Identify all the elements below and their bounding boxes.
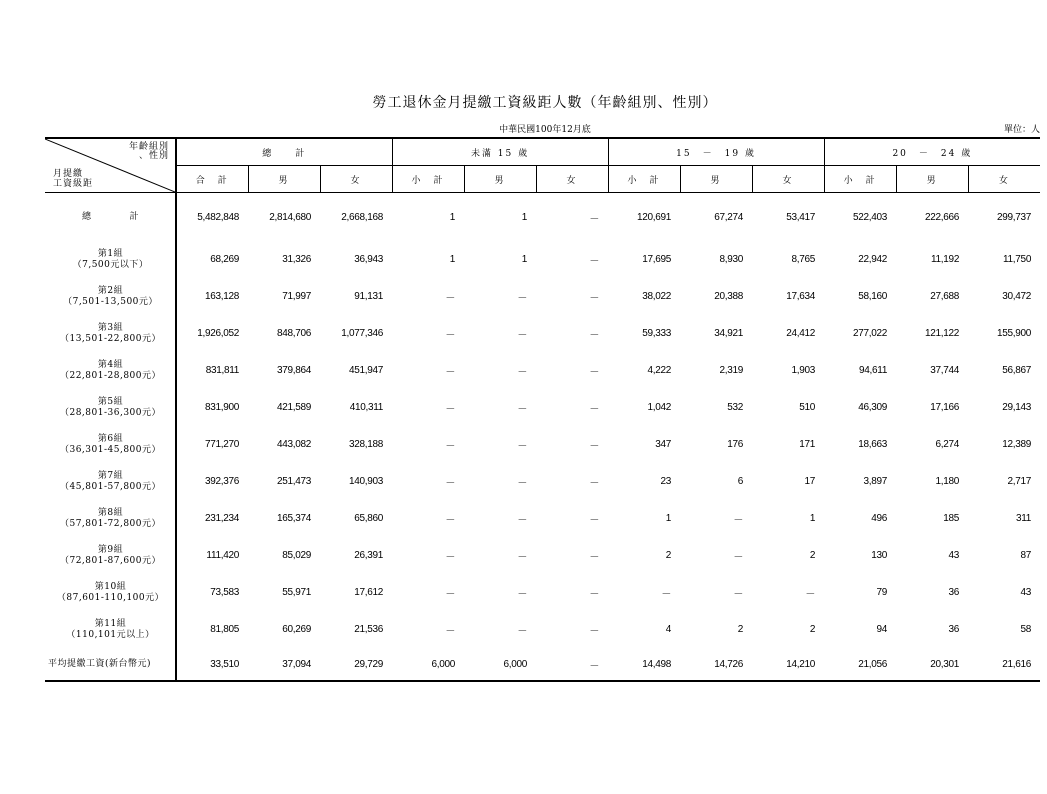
table-cell: 29,143 [1002, 402, 1032, 413]
table-cell: 5,482,848 [197, 211, 239, 223]
table-cell: 46,309 [858, 402, 888, 413]
data-table [45, 137, 1040, 682]
table-cell: － [517, 367, 528, 378]
table-cell: 30,472 [1002, 291, 1032, 302]
table-cell: 2,668,168 [341, 211, 384, 223]
table-cell: 22,942 [858, 254, 888, 265]
table-cell: 17 [804, 476, 816, 487]
row-label: 第7組 （45,801-57,800元） [45, 463, 176, 500]
table-cell: 522,403 [853, 211, 888, 223]
table-cell: 451,947 [348, 365, 384, 376]
table-cell: 43 [1020, 587, 1032, 598]
table-row [45, 241, 1040, 278]
table-cell: 1 [665, 513, 672, 524]
row-label: 第3組 （13,501-22,800元） [45, 315, 176, 352]
sub-header: 男 [896, 166, 968, 193]
table-cell: 27,688 [930, 291, 960, 302]
date-subtitle: 中華民國100年12月底 [499, 125, 591, 135]
table-cell: 59,333 [642, 328, 672, 339]
table-cell: 831,900 [204, 402, 239, 413]
sub-header: 男 [680, 166, 752, 193]
table-cell: － [589, 552, 600, 563]
table-cell: － [445, 293, 456, 304]
table-cell: 4 [665, 624, 672, 635]
table-cell: 379,864 [276, 365, 311, 376]
table-cell: 6,000 [464, 648, 536, 681]
table-cell: 771,270 [204, 439, 239, 450]
group-header-20-24: 20 － 24 歲 [824, 138, 1040, 166]
sub-header: 女 [968, 166, 1040, 193]
table-cell: 2 [809, 550, 816, 561]
table-cell: － [589, 256, 600, 267]
table-cell: 58 [1020, 624, 1032, 635]
table-cell: － [445, 515, 456, 526]
table-cell: － [445, 441, 456, 452]
table-cell: － [589, 441, 600, 452]
table-cell: － [589, 293, 600, 304]
table-cell: 20,301 [896, 648, 968, 681]
table-cell: 1 [449, 254, 456, 265]
table-row [45, 426, 1040, 463]
table-cell: － [589, 367, 600, 378]
table-cell: 17,166 [930, 402, 960, 413]
row-label: 第9組 （72,801-87,600元） [45, 537, 176, 574]
table-cell: 17,634 [786, 291, 816, 302]
table-cell: 251,473 [276, 476, 311, 487]
table-cell: 121,122 [925, 328, 960, 339]
table-cell: 26,391 [354, 550, 384, 561]
table-cell: － [445, 478, 456, 489]
table-cell: 36 [948, 587, 960, 598]
table-cell: 67,274 [714, 211, 744, 223]
table-cell: － [445, 589, 456, 600]
table-cell: 1,077,346 [341, 328, 384, 339]
table-cell: － [733, 589, 744, 600]
table-cell: － [661, 589, 672, 600]
row-label: 第2組 （7,501-13,500元） [45, 278, 176, 315]
table-cell: － [517, 441, 528, 452]
table-row [45, 463, 1040, 500]
table-cell: 56,867 [1002, 365, 1032, 376]
table-row [45, 193, 1040, 242]
table-row [45, 500, 1040, 537]
table-cell: 231,234 [204, 513, 239, 524]
table-cell: － [517, 589, 528, 600]
table-cell: － [805, 589, 816, 600]
table-cell: － [733, 515, 744, 526]
table-cell: 8,765 [791, 254, 816, 265]
table-cell: 37,744 [930, 365, 960, 376]
table-cell: 37,094 [248, 648, 320, 681]
group-header-under15: 未滿 15 歲 [392, 138, 608, 166]
table-cell: 120,691 [636, 211, 672, 223]
table-cell: － [445, 404, 456, 415]
table-cell: 17,612 [354, 587, 384, 598]
table-cell: 532 [727, 402, 744, 413]
table-cell: 176 [727, 439, 744, 450]
row-label: 第11組 （110,101元以上） [45, 611, 176, 648]
table-cell: 17,695 [642, 254, 672, 265]
table-row [45, 574, 1040, 611]
table-cell: 8,930 [719, 254, 744, 265]
table-cell: 6 [737, 476, 744, 487]
table-cell: 140,903 [348, 476, 384, 487]
table-cell: 2,814,680 [269, 211, 311, 223]
table-cell: 410,311 [349, 402, 384, 413]
table-cell: － [589, 404, 600, 415]
table-cell: 14,498 [608, 648, 680, 681]
table-cell: － [517, 404, 528, 415]
table-cell: － [589, 213, 600, 225]
table-cell: － [445, 330, 456, 341]
table-cell: － [589, 626, 600, 637]
table-cell: 73,583 [210, 587, 239, 598]
table-cell: 11,192 [931, 254, 960, 265]
row-label: 第10組 （87,601-110,100元） [45, 574, 176, 611]
table-cell: 311 [1016, 513, 1032, 524]
group-header-15-19: 15 － 19 歲 [608, 138, 824, 166]
table-cell: 36 [948, 624, 960, 635]
table-cell: 222,666 [925, 211, 960, 223]
sub-header: 女 [536, 166, 608, 193]
table-cell: 29,729 [320, 648, 392, 681]
table-cell: － [517, 515, 528, 526]
table-cell: 171 [799, 439, 816, 450]
table-cell: 4,222 [647, 365, 672, 376]
row-label: 第6組 （36,301-45,800元） [45, 426, 176, 463]
row-label: 總 計 [45, 193, 176, 242]
table-cell: － [536, 648, 608, 681]
sub-header: 小 計 [392, 166, 464, 193]
table-cell: 11,750 [1003, 254, 1032, 265]
table-cell: 71,997 [282, 291, 311, 302]
table-cell: 12,389 [1002, 439, 1032, 450]
table-cell: － [445, 626, 456, 637]
table-cell: 1,926,052 [197, 328, 239, 339]
table-cell: 392,376 [204, 476, 239, 487]
table-row [45, 648, 1040, 681]
table-cell: 1 [809, 513, 816, 524]
table-cell: 165,374 [276, 513, 311, 524]
table-cell: 55,971 [282, 587, 311, 598]
table-cell: 21,056 [824, 648, 896, 681]
table-cell: 1,903 [791, 365, 816, 376]
table-cell: 111,420 [206, 550, 239, 561]
table-cell: 1 [521, 211, 528, 223]
table-cell: 496 [871, 513, 888, 524]
row-label: 平均提繳工資(新台幣元) [45, 648, 176, 681]
table-row [45, 389, 1040, 426]
table-cell: － [517, 330, 528, 341]
table-cell: 79 [876, 587, 888, 598]
sub-header: 男 [464, 166, 536, 193]
table-cell: 14,210 [752, 648, 824, 681]
table-cell: 443,082 [276, 439, 311, 450]
table-cell: 23 [660, 476, 672, 487]
table-cell: 87 [1020, 550, 1032, 561]
table-cell: 24,412 [786, 328, 816, 339]
table-cell: 130 [871, 550, 888, 561]
table-cell: 831,811 [205, 365, 239, 376]
table-cell: 2,717 [1007, 476, 1032, 487]
table-cell: 510 [799, 402, 816, 413]
table-cell: 43 [948, 550, 960, 561]
table-cell: 155,900 [997, 328, 1032, 339]
table-row [45, 315, 1040, 352]
table-row [45, 352, 1040, 389]
table-cell: 36,943 [354, 254, 384, 265]
table-cell: 848,706 [276, 328, 311, 339]
table-cell: 3,897 [863, 476, 888, 487]
table-cell: 1 [521, 254, 528, 265]
table-cell: 2 [809, 624, 816, 635]
table-cell: 31,326 [282, 254, 311, 265]
table-cell: 14,726 [680, 648, 752, 681]
group-header-total: 總 計 [176, 138, 392, 166]
table-cell: － [517, 552, 528, 563]
table-row [45, 278, 1040, 315]
header-corner [45, 138, 176, 193]
sub-header: 女 [320, 166, 392, 193]
table-cell: 185 [943, 513, 960, 524]
table-cell: 85,029 [282, 550, 311, 561]
table-cell: 2 [665, 550, 672, 561]
sub-header: 小 計 [608, 166, 680, 193]
table-cell: 6,000 [392, 648, 464, 681]
table-cell: 299,737 [997, 211, 1032, 223]
sub-header: 女 [752, 166, 824, 193]
table-cell: 38,022 [642, 291, 672, 302]
row-label: 第1組 （7,500元以下） [45, 241, 176, 278]
table-row [45, 611, 1040, 648]
table-cell: 60,269 [282, 624, 311, 635]
corner-grade-label: 月提繳 工資級距 [53, 169, 94, 189]
sub-header: 男 [248, 166, 320, 193]
table-cell: 18,663 [858, 439, 888, 450]
table-cell: － [589, 478, 600, 489]
table-body [45, 193, 1040, 682]
table-cell: 81,805 [210, 624, 239, 635]
table-cell: 347 [655, 439, 672, 450]
table-row [45, 537, 1040, 574]
row-label: 第8組 （57,801-72,800元） [45, 500, 176, 537]
table-cell: 6,274 [935, 439, 960, 450]
table-cell: 58,160 [858, 291, 888, 302]
table-cell: 20,388 [714, 291, 744, 302]
table-cell: 21,616 [968, 648, 1040, 681]
table-cell: 68,269 [210, 254, 239, 265]
table-cell: － [517, 478, 528, 489]
table-cell: 1,180 [935, 476, 960, 487]
table-cell: 34,921 [714, 328, 744, 339]
table-cell: － [517, 293, 528, 304]
table-cell: 21,536 [354, 624, 384, 635]
row-label: 第4組 （22,801-28,800元） [45, 352, 176, 389]
table-cell: 277,022 [853, 328, 888, 339]
table-cell: － [517, 626, 528, 637]
corner-age-label: 年齡組別 、性別 [128, 142, 169, 161]
table-cell: 2 [737, 624, 744, 635]
sub-header: 小 計 [824, 166, 896, 193]
table-cell: 421,589 [276, 402, 311, 413]
table-cell: － [589, 589, 600, 600]
table-cell: － [733, 552, 744, 563]
table-cell: 94,611 [859, 365, 888, 376]
table-cell: 328,188 [348, 439, 384, 450]
table-cell: 53,417 [786, 211, 816, 223]
table-cell: 163,128 [204, 291, 239, 302]
table-cell: － [589, 515, 600, 526]
table-cell: － [445, 367, 456, 378]
table-cell: 2,319 [719, 365, 744, 376]
table-cell: 94 [876, 624, 888, 635]
row-label: 第5組 （28,801-36,300元） [45, 389, 176, 426]
unit-label: 單位：人 [1003, 125, 1040, 135]
page-title: 勞工退休金月提繳工資級距人數（年齡組別、性別） [372, 95, 718, 111]
table-cell: 1,042 [647, 402, 672, 413]
table-cell: 33,510 [176, 648, 248, 681]
table-cell: 91,131 [354, 291, 384, 302]
table-cell: 65,860 [354, 513, 384, 524]
table-cell: 1 [449, 211, 456, 223]
table-cell: － [589, 330, 600, 341]
sub-header: 合 計 [176, 166, 248, 193]
table-cell: － [445, 552, 456, 563]
